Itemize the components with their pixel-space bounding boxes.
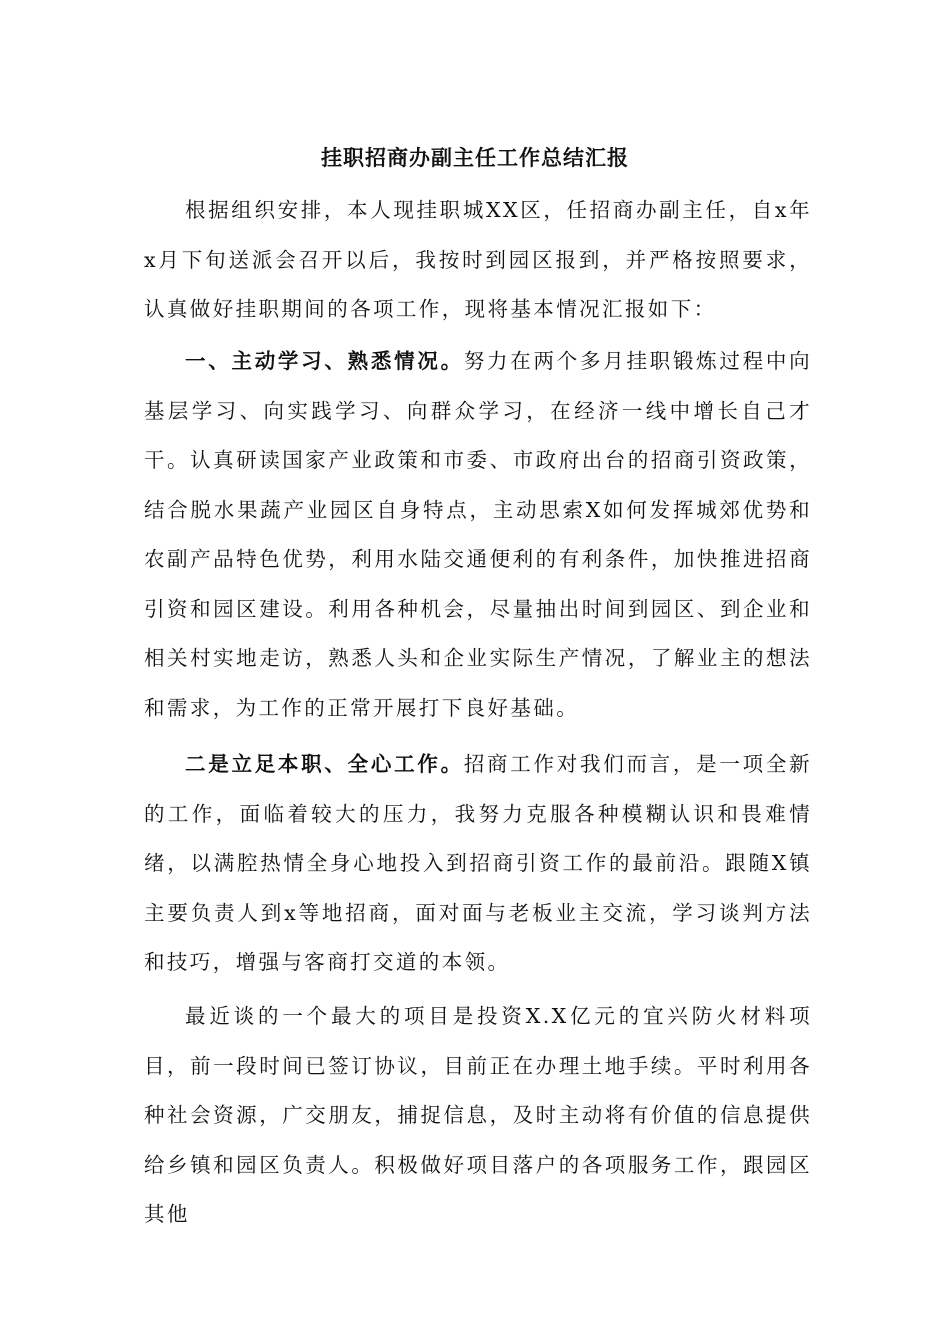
paragraph-text: 努力在两个多月挂职锻炼过程中向基层学习、向实践学习、向群众学习，在经济一线中增长自己才干。认真研读国家产业政策和市委、市政府出台的招商引资政策，结合脱水果蔬产业园区自身特点，主动思索X如何发挥城郊优势和农副产品特色优势，利用水陆交通便利的有利条件，加快推进招商引资和园区建设。利用各种机会，尽量抽出时间到园区、到企业和相关村实地走访，熟悉人头和企业实际生产情况，了解业主的想法和需求，为工作的正常开展打下良好基础。 — [144, 349, 812, 720]
document-title: 挂职招商办副主任工作总结汇报 — [321, 145, 629, 170]
paragraph-lead: 一、主动学习、熟悉情况。 — [185, 349, 464, 373]
paragraph-project — [144, 992, 812, 1240]
paragraph-section-2 — [144, 740, 812, 988]
paragraph-section-1 — [144, 337, 812, 733]
paragraph-lead: 二是立足本职、全心工作。 — [185, 752, 464, 776]
paragraph-text: 招商工作对我们而言，是一项全新的工作，面临着较大的压力，我努力克服各种模糊认识和畏难情绪，以满腔热情全身心地投入到招商引资工作的最前沿。跟随X镇主要负责人到x等地招商，面对面与老板业主交流，学习谈判方法和技巧，增强与客商打交道的本领。 — [144, 752, 812, 974]
paragraph-text: 最近谈的一个最大的项目是投资X.X亿元的宜兴防火材料项目，前一段时间已签订协议，目前正在办理土地手续。平时利用各种社会资源，广交朋友，捕捉信息，及时主动将有价值的信息提供给乡镇和园区负责人。积极做好项目落户的各项服务工作，跟园区其他 — [144, 1004, 812, 1226]
paragraph-intro — [144, 186, 812, 335]
paragraph-text: 根据组织安排，本人现挂职城XX区，任招商办副主任，自x年x月下旬送派会召开以后，我按时到园区报到，并严格按照要求，认真做好挂职期间的各项工作，现将基本情况汇报如下： — [144, 198, 812, 321]
